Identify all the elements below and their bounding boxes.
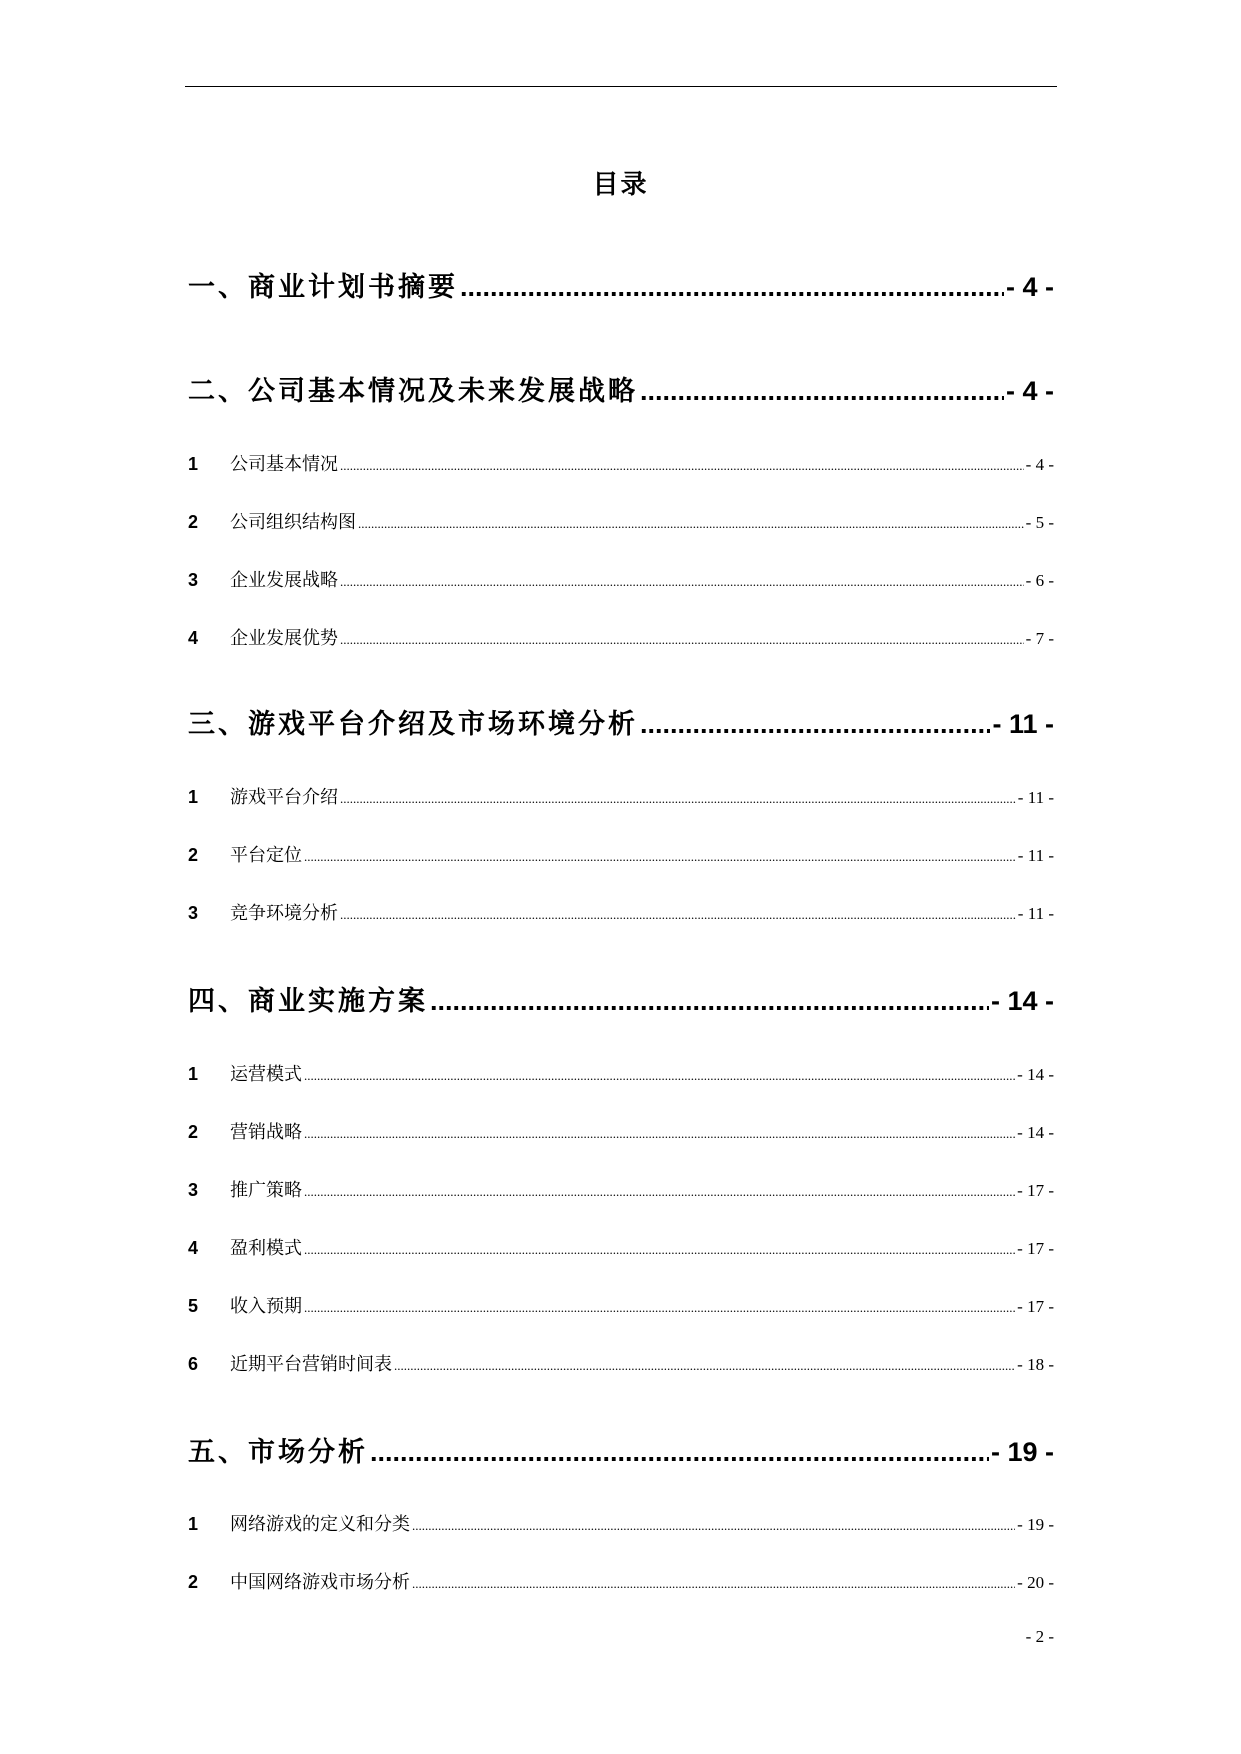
- toc-entry-number: 6: [188, 1354, 199, 1374]
- dot-leader: [412, 1576, 1015, 1592]
- toc-entry-label: 网络游戏的定义和分类: [230, 1514, 410, 1535]
- dot-leader: [340, 458, 1024, 474]
- dot-leader: [430, 986, 989, 1017]
- toc-entry-section[interactable]: [188, 1350, 1054, 1376]
- toc-entry-number: 2: [188, 1572, 199, 1592]
- toc-entry-label: 公司基本情况: [230, 454, 338, 475]
- toc-entry-chapter-2[interactable]: [188, 369, 1054, 408]
- toc-entry-label: 三、游戏平台介绍及市场环境分析: [188, 709, 638, 740]
- dot-leader: [412, 1518, 1015, 1534]
- toc-entry-number: 2: [188, 845, 199, 865]
- toc-entry-page: - 18 -: [1017, 1355, 1054, 1374]
- toc-entry-label: 营销战略: [230, 1122, 302, 1143]
- toc-entry-label: 二、公司基本情况及未来发展战略: [188, 376, 638, 407]
- toc-entry-label: 收入预期: [230, 1296, 302, 1317]
- dot-leader: [304, 1184, 1015, 1200]
- toc-entry-page: - 4 -: [1005, 272, 1054, 302]
- toc-entry-page: - 20 -: [1017, 1573, 1054, 1592]
- toc-entry-label: 企业发展战略: [230, 570, 338, 591]
- toc-entry-number: 3: [188, 903, 199, 923]
- toc-entry-page: - 11 -: [992, 709, 1054, 739]
- toc-entry-section[interactable]: [188, 1292, 1054, 1318]
- toc-entry-number: 1: [188, 787, 199, 807]
- toc-entry-label: 推广策略: [230, 1180, 302, 1201]
- toc-entry-page: - 14 -: [1017, 1123, 1054, 1142]
- toc-entry-section[interactable]: [188, 508, 1054, 534]
- dot-leader: [304, 1126, 1015, 1142]
- toc-entry-page: - 17 -: [1017, 1239, 1054, 1258]
- toc-entry-number: 5: [188, 1296, 199, 1316]
- toc-entry-number: 1: [188, 1514, 199, 1534]
- toc-entry-number: 3: [188, 570, 199, 590]
- dot-leader: [340, 574, 1024, 590]
- toc-entry-page: - 4 -: [1005, 376, 1054, 406]
- toc-entry-section[interactable]: [188, 841, 1054, 867]
- toc-entry-section[interactable]: [188, 450, 1054, 476]
- dot-leader: [370, 1437, 989, 1468]
- toc-entry-section[interactable]: [188, 1568, 1054, 1594]
- dot-leader: [304, 849, 1016, 865]
- dot-leader: [304, 1242, 1015, 1258]
- toc-entry-page: - 5 -: [1025, 513, 1054, 532]
- toc-entry-section[interactable]: [188, 899, 1054, 925]
- header-rule: [185, 86, 1057, 87]
- toc-entry-chapter-5[interactable]: [188, 1430, 1054, 1469]
- toc-entry-label: 五、市场分析: [188, 1437, 368, 1468]
- toc-entry-label: 平台定位: [230, 845, 302, 866]
- page-number: - 2 -: [1025, 1627, 1054, 1646]
- toc-entry-label: 一、商业计划书摘要: [188, 272, 458, 303]
- dot-leader: [358, 516, 1024, 532]
- dot-leader: [394, 1358, 1015, 1374]
- toc-entry-page: - 4 -: [1025, 455, 1054, 474]
- toc-entry-page: - 19 -: [990, 1437, 1054, 1467]
- toc-entry-label: 竞争环境分析: [230, 903, 338, 924]
- dot-leader: [304, 1068, 1015, 1084]
- dot-leader: [640, 376, 1004, 407]
- toc-entry-number: 1: [188, 454, 199, 474]
- toc-entry-page: - 7 -: [1025, 629, 1054, 648]
- toc-entry-page: - 14 -: [1017, 1065, 1054, 1084]
- toc-entry-section[interactable]: [188, 1510, 1054, 1536]
- dot-leader: [460, 272, 1004, 303]
- dot-leader: [340, 632, 1024, 648]
- toc-entry-number: 4: [188, 628, 199, 648]
- toc-entry-page: - 11 -: [1017, 846, 1054, 865]
- toc-entry-label: 近期平台营销时间表: [230, 1354, 392, 1375]
- toc-entry-section[interactable]: [188, 783, 1054, 809]
- toc-entry-label: 中国网络游戏市场分析: [230, 1572, 410, 1593]
- toc-entry-page: - 17 -: [1017, 1181, 1054, 1200]
- toc-entry-chapter-4[interactable]: [188, 979, 1054, 1018]
- toc-entry-chapter-1[interactable]: [188, 265, 1054, 304]
- toc-entry-section[interactable]: [188, 1234, 1054, 1260]
- toc-entry-label: 盈利模式: [230, 1238, 302, 1259]
- dot-leader: [340, 907, 1016, 923]
- toc-entry-label: 企业发展优势: [230, 628, 338, 649]
- toc-entry-page: - 11 -: [1017, 788, 1054, 807]
- toc-entry-section[interactable]: [188, 624, 1054, 650]
- toc-entry-number: 2: [188, 512, 199, 532]
- toc-entry-page: - 14 -: [990, 986, 1054, 1016]
- toc-entry-label: 公司组织结构图: [230, 512, 356, 533]
- toc-entry-section[interactable]: [188, 1176, 1054, 1202]
- toc-entry-label: 四、商业实施方案: [188, 986, 428, 1017]
- toc-entry-page: - 17 -: [1017, 1297, 1054, 1316]
- toc-entry-section[interactable]: [188, 1060, 1054, 1086]
- toc-title: 目录: [592, 170, 649, 200]
- toc-entry-number: 2: [188, 1122, 199, 1142]
- dot-leader: [304, 1300, 1015, 1316]
- toc-entry-section[interactable]: [188, 566, 1054, 592]
- toc-entry-number: 1: [188, 1064, 199, 1084]
- toc-entry-page: - 19 -: [1017, 1515, 1054, 1534]
- toc-entry-label: 运营模式: [230, 1064, 302, 1085]
- toc-entry-number: 3: [188, 1180, 199, 1200]
- toc-entry-section[interactable]: [188, 1118, 1054, 1144]
- toc-entry-page: - 11 -: [1017, 904, 1054, 923]
- toc-entry-label: 游戏平台介绍: [230, 787, 338, 808]
- dot-leader: [340, 791, 1016, 807]
- dot-leader: [640, 709, 990, 740]
- toc-entry-number: 4: [188, 1238, 199, 1258]
- toc-entry-chapter-3[interactable]: [188, 702, 1054, 741]
- toc-entry-page: - 6 -: [1025, 571, 1054, 590]
